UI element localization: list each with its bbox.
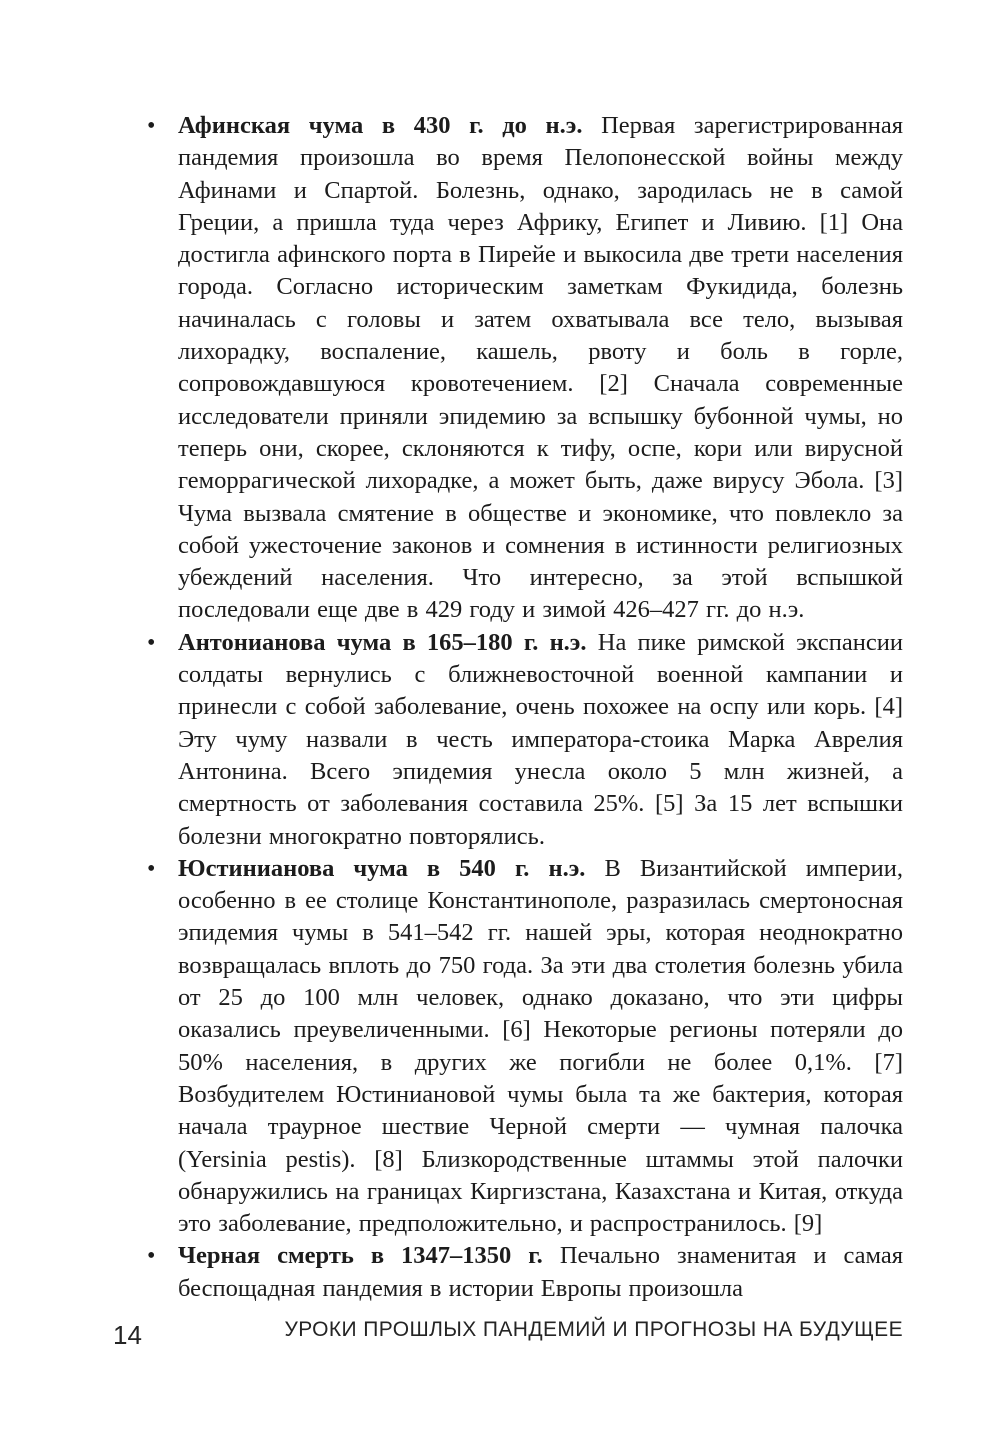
bullet-icon: • <box>147 629 156 656</box>
plague-item-title: Черная смерть в 1347–1350 г. <box>178 1242 543 1270</box>
plague-item-title: Юстинианова чума в 540 г. н.э. <box>178 854 586 882</box>
list-item <box>147 110 903 627</box>
list-item <box>147 1240 903 1305</box>
list-item <box>147 853 903 1241</box>
list-item <box>147 627 903 853</box>
page-content <box>147 110 903 1305</box>
page-number: 14 <box>113 1320 142 1350</box>
bullet-icon: • <box>147 1243 156 1270</box>
plague-item-body: На пике римской экспансии солдаты вернулись с ближневосточной военной кампании и принесли с собой заболевание, очень похожее на оспу или корь. [4] Эту чуму назвали в честь императора-стоика Марка Аврелия Антонина. Всего эпидемия унесла около 5 млн жизней, а смертность от заболевания составила 25%. [5] За 15 лет вспышки болезни многократно повторялись. <box>178 628 903 850</box>
plague-item-body: Печально знаменитая и самая беспощадная пандемия в истории Европы произошла <box>178 1242 903 1302</box>
plague-item-body: Первая зарегистрированная пандемия произошла во время Пелопонесской войны между Афинами и Спартой. Болезнь, однако, зародилась не в самой Греции, а пришла туда через Африку, Египет и Ливию. [1] Она достигла афинского порта в Пирейе и выкосила две трети населения города. Согласно историческим заметкам Фукидида, болезнь начиналась с головы и затем охватывала все тело, вызывая лихорадку, воспаление, кашель, рвоту и боль в горле, сопровождавшуюся кровотечением. [2] Сначала современные исследователи приняли эпидемию за вспышку бубонной чумы, но теперь они, скорее, склоняются к тифу, оспе, кори или вирусной геморрагической лихорадке, а может быть, даже вирусу Эбола. [3] Чума вызвала смятение в обществе и экономике, что повлекло за собой ужесточение законов и сомнения в истинности религиозных убеждений населения. Что интересно, за этой вспышкой последовали еще две в 429 году и зимой 426–427 гг. до н.э. <box>178 112 903 624</box>
running-title: УРОКИ ПРОШЛЫХ ПАНДЕМИЙ И ПРОГНОЗЫ НА БУДУЩЕЕ <box>284 1318 903 1341</box>
bullet-icon: • <box>147 113 156 139</box>
plague-item-title: Антонианова чума в 165–180 г. н.э. <box>178 628 587 656</box>
bullet-icon: • <box>147 855 156 882</box>
plague-item-body: В Византийской империи, особенно в ее столице Константинополе, разразилась смертоносная эпидемия чумы в 541–542 гг. нашей эры, которая неоднократно возвращалась вплоть до 750 года. За эти два столетия болезнь убила от 25 до 100 млн человек, однако доказано, что эти цифры оказались преувеличенными. [6] Некоторые регионы потеряли до 50% населения, в других же погибли не более 0,1%. [7] Возбудителем Юстиниановой чумы была та же бактерия, которая начала траурное шествие Черной смерти — чумная палочка (Yersinia pestis). [8] Близкородственные штаммы этой палочки обнаружились на границах Киргизстана, Казахстана и Китая, откуда это заболевание, предположительно, и распространилось. [9] <box>178 854 903 1238</box>
plague-item-title: Афинская чума в 430 г. до н.э. <box>178 112 583 139</box>
